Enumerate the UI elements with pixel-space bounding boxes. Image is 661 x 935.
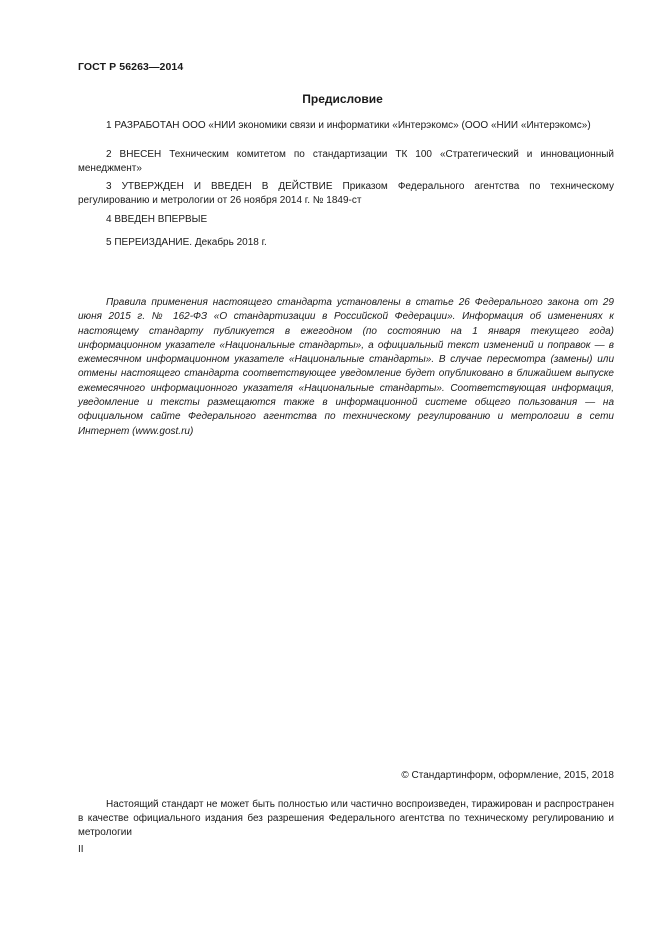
document-code: ГОСТ Р 56263—2014 <box>78 61 184 73</box>
preface-item-1: 1 РАЗРАБОТАН ООО «НИИ экономики связи и информатики «Интерэкомс» (ООО «НИИ «Интерэкомс») <box>106 120 591 131</box>
copyright-line: © Стандартинформ, оформление, 2015, 2018 <box>401 770 614 781</box>
preface-item-3: 3 УТВЕРЖДЕН И ВВЕДЕН В ДЕЙСТВИЕ Приказом Федерального агентства по техническому регулированию и метрологии от 26 ноября 2014 г. № 1849-ст <box>78 181 614 206</box>
page-title: Предисловие <box>302 92 383 106</box>
reproduction-notice: Настоящий стандарт не может быть полностью или частично воспроизведен, тиражирован и распространен в качестве официального издания без разрешения Федерального агентства по техническому регулированию и метрологии <box>78 799 614 838</box>
preface-item-5: 5 ПЕРЕИЗДАНИЕ. Декабрь 2018 г. <box>106 237 267 248</box>
page-number: II <box>78 844 84 855</box>
rules-notice: Правила применения настоящего стандарта установлены в статье 26 Федерального закона от 29 июня 2015 г. № 162-ФЗ «О стандартизации в Российской Федерации». Информация об изменениях к настоящему стандарту публикуется в ежегодном (по состоянию на 1 января текущего года) информационном указателе «Национальные стандарты», а официальный текст изменений и поправок — в ежемесячном информационном указателе «Национальные стандарты». В случае пересмотра (замены) или отмены настоящего стандарта соответствующее уведомление будет опубликовано в ближайшем выпуске ежемесячного информационного указателя «Национальные стандарты». Соответствующая информация, уведомление и тексты размещаются также в информационной системе общего пользования — на официальном сайте Федерального агентства по техническому регулированию и метрологии в сети Интернет (www.gost.ru) <box>78 297 614 437</box>
preface-item-2: 2 ВНЕСЕН Техническим комитетом по стандартизации ТК 100 «Стратегический и инновационный менеджмент» <box>78 149 614 174</box>
preface-item-4: 4 ВВЕДЕН ВПЕРВЫЕ <box>106 214 208 225</box>
